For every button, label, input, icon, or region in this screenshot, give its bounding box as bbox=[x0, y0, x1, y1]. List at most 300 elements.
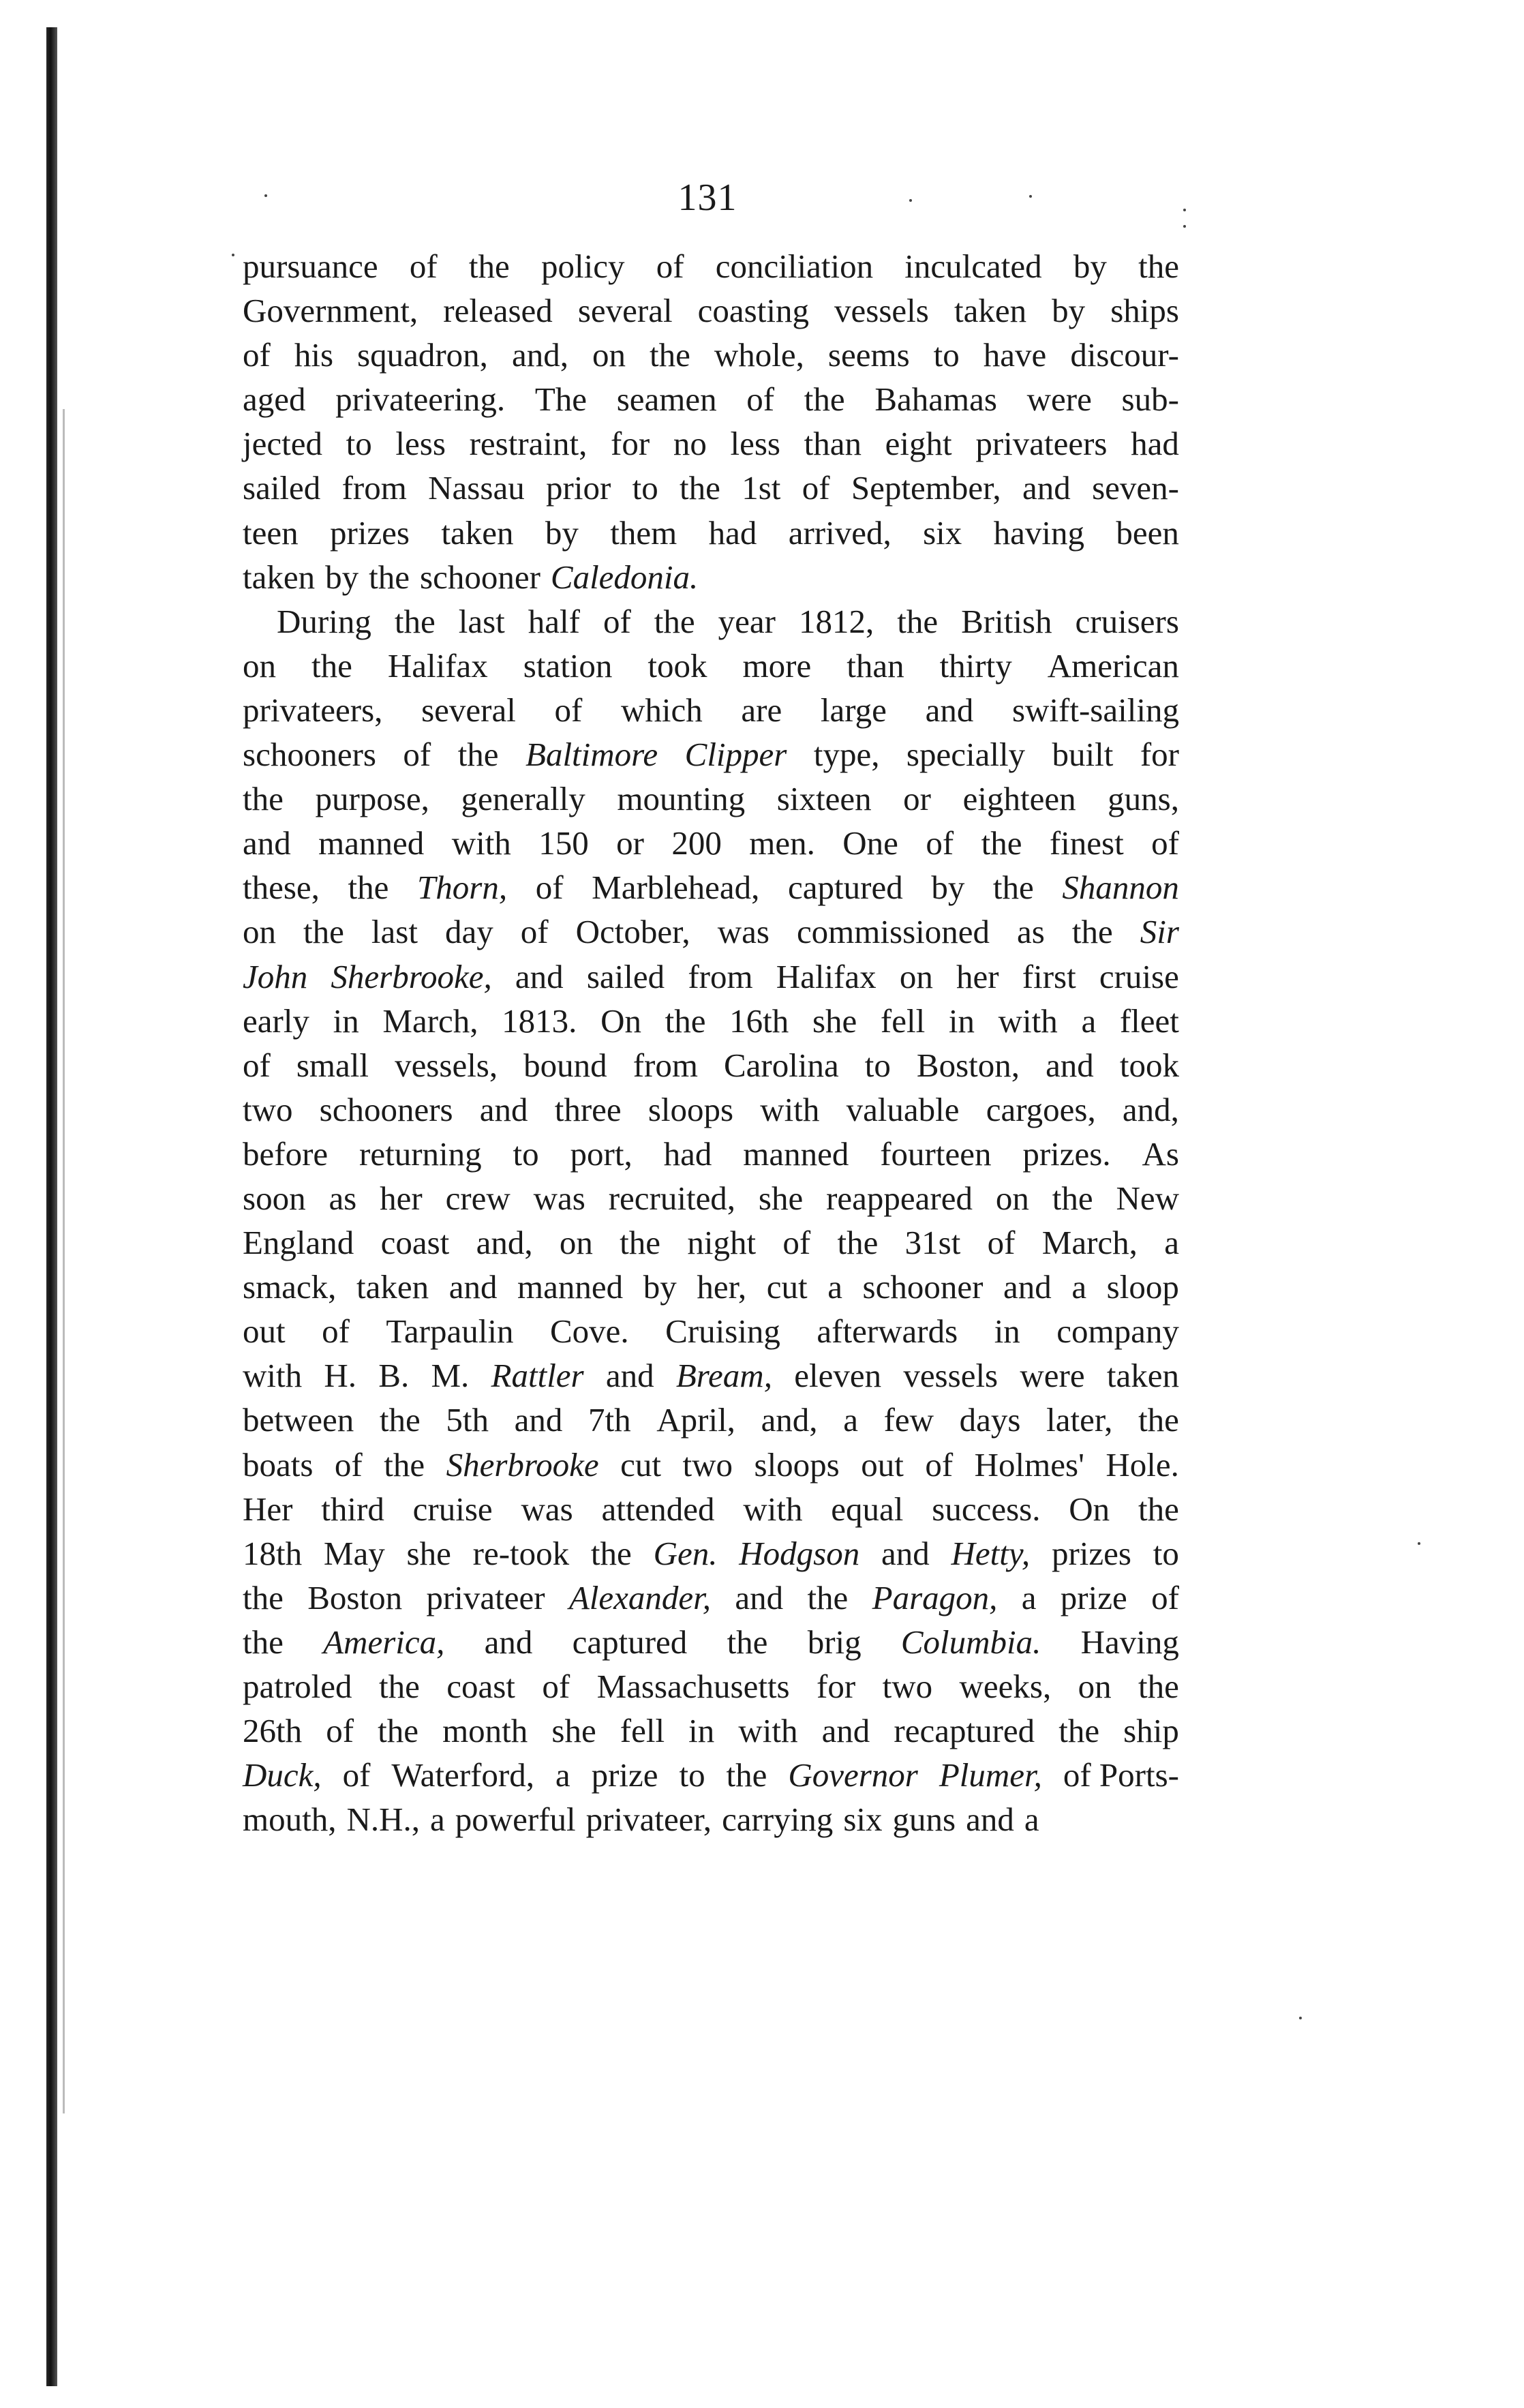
word: Carolina bbox=[723, 1046, 839, 1084]
word: vessels bbox=[903, 1357, 999, 1395]
word: Marblehead, bbox=[592, 869, 760, 907]
word: specially bbox=[906, 736, 1026, 774]
word: sloops bbox=[647, 1090, 734, 1128]
word: six bbox=[923, 513, 962, 552]
word: later, bbox=[1046, 1401, 1113, 1439]
word: port, bbox=[570, 1134, 633, 1173]
word: taken bbox=[441, 513, 514, 552]
paragraph bbox=[243, 599, 1179, 1842]
word: a bbox=[827, 1268, 842, 1306]
word: of bbox=[926, 824, 954, 862]
text-line bbox=[243, 1176, 1179, 1220]
word: Massachusetts bbox=[596, 1668, 790, 1705]
word: Rattler bbox=[491, 1357, 584, 1395]
word: recruited, bbox=[608, 1179, 736, 1217]
word: thirty bbox=[939, 646, 1012, 684]
word: guns bbox=[892, 1801, 956, 1839]
word: she bbox=[406, 1534, 451, 1572]
word: Nassau bbox=[428, 469, 525, 507]
word: and, bbox=[1122, 1090, 1179, 1128]
word: before bbox=[243, 1134, 329, 1173]
word: prizes bbox=[1051, 1534, 1131, 1572]
word: seems bbox=[827, 336, 910, 374]
text-line bbox=[243, 1220, 1179, 1265]
word: 200 bbox=[671, 824, 722, 862]
word: H. bbox=[324, 1357, 357, 1395]
text-line bbox=[243, 1265, 1179, 1309]
word: on bbox=[592, 336, 626, 374]
word: are bbox=[741, 691, 782, 729]
word: British bbox=[961, 602, 1052, 640]
word: by bbox=[1052, 292, 1086, 330]
word: the bbox=[1071, 913, 1113, 951]
word: Hodgson bbox=[739, 1534, 860, 1572]
word: a bbox=[1024, 1801, 1039, 1839]
word: coasting bbox=[697, 292, 809, 330]
word: privateers, bbox=[243, 691, 383, 729]
word: she bbox=[551, 1712, 596, 1750]
word: sloop bbox=[1106, 1268, 1179, 1306]
word: Cove. bbox=[549, 1312, 629, 1351]
word: N.H., bbox=[346, 1801, 421, 1839]
text-line bbox=[243, 377, 1179, 421]
word: to bbox=[346, 425, 372, 463]
word: mouth, bbox=[243, 1801, 337, 1839]
word: to bbox=[1153, 1534, 1179, 1572]
word: by bbox=[931, 869, 965, 907]
word: vessels, bbox=[395, 1046, 498, 1084]
word: station bbox=[523, 646, 613, 684]
text-line bbox=[243, 1087, 1179, 1132]
word: Governor bbox=[788, 1756, 918, 1794]
word: seven- bbox=[1092, 469, 1179, 507]
text-line bbox=[243, 1353, 1179, 1398]
text-line bbox=[243, 1531, 1179, 1576]
word: cargoes, bbox=[986, 1090, 1096, 1128]
word: As bbox=[1142, 1134, 1179, 1173]
word: teen bbox=[243, 513, 299, 552]
word: a bbox=[1021, 1578, 1037, 1616]
word: ships bbox=[1110, 292, 1179, 330]
word: as bbox=[329, 1179, 357, 1217]
word: and bbox=[1046, 1046, 1094, 1084]
word: several bbox=[421, 691, 516, 729]
text-line bbox=[243, 777, 1179, 821]
word: with bbox=[738, 1712, 798, 1750]
word: fleet bbox=[1119, 1002, 1179, 1040]
word: Caledonia. bbox=[550, 558, 699, 596]
word: eleven bbox=[794, 1357, 882, 1395]
word: prizes bbox=[330, 513, 410, 552]
word: 1813. bbox=[502, 1002, 577, 1040]
word: was bbox=[521, 1490, 573, 1528]
word: the bbox=[992, 869, 1034, 907]
word: cruisers bbox=[1075, 602, 1179, 640]
word: powerful bbox=[455, 1801, 576, 1839]
word: October, bbox=[575, 913, 690, 951]
word: of bbox=[322, 1312, 350, 1351]
text-line bbox=[243, 1132, 1179, 1176]
word: on bbox=[559, 1224, 593, 1262]
word: of bbox=[782, 1224, 811, 1262]
word: privateers bbox=[975, 425, 1108, 463]
word: her bbox=[956, 957, 999, 995]
word: Plumer, bbox=[939, 1756, 1042, 1794]
word: privateering. bbox=[335, 380, 506, 419]
word: May bbox=[323, 1534, 385, 1572]
word: B. bbox=[378, 1357, 410, 1395]
word: April, bbox=[656, 1401, 735, 1439]
text-line bbox=[243, 644, 1179, 688]
word: and bbox=[881, 1534, 930, 1572]
word: equal bbox=[831, 1490, 904, 1528]
word: cut bbox=[766, 1268, 808, 1306]
word: reappeared bbox=[826, 1179, 973, 1217]
word: she bbox=[758, 1179, 804, 1217]
word: was bbox=[717, 913, 769, 951]
word: Alexander, bbox=[568, 1578, 712, 1616]
word: the bbox=[981, 824, 1022, 862]
word: and bbox=[605, 1357, 654, 1395]
word: of bbox=[746, 380, 775, 419]
word: finest bbox=[1049, 824, 1124, 862]
paragraph bbox=[243, 244, 1179, 599]
word: month bbox=[442, 1712, 528, 1750]
page-binding-shadow bbox=[63, 409, 65, 2113]
word: Hole. bbox=[1106, 1445, 1179, 1484]
word: less bbox=[395, 425, 446, 463]
word: Hetty, bbox=[951, 1534, 1031, 1572]
word: a bbox=[843, 1401, 858, 1439]
word: for bbox=[1140, 736, 1179, 774]
word: of bbox=[1151, 824, 1179, 862]
word: few bbox=[883, 1401, 934, 1439]
word: Boston, bbox=[916, 1046, 1020, 1084]
word: Columbia. bbox=[900, 1623, 1041, 1661]
word: the bbox=[804, 380, 845, 419]
word: the bbox=[590, 1534, 632, 1572]
text-line bbox=[243, 555, 1179, 599]
word: of bbox=[542, 1668, 570, 1705]
word: as bbox=[1017, 913, 1045, 951]
word: her bbox=[380, 1179, 423, 1217]
word: Paragon, bbox=[872, 1578, 998, 1616]
word: company bbox=[1056, 1312, 1179, 1351]
word: 31st bbox=[904, 1224, 961, 1262]
word: took bbox=[1119, 1046, 1179, 1084]
word: of bbox=[987, 1224, 1016, 1262]
word: by bbox=[325, 558, 359, 596]
word: soon bbox=[243, 1179, 306, 1217]
text-line bbox=[243, 1309, 1179, 1353]
word: with bbox=[451, 824, 511, 862]
word: the bbox=[1052, 1179, 1093, 1217]
word: of bbox=[243, 336, 271, 374]
text-line bbox=[243, 688, 1179, 732]
word: the bbox=[348, 869, 389, 907]
word: smack, bbox=[243, 1268, 337, 1306]
word: success. bbox=[932, 1490, 1041, 1528]
word: were bbox=[1026, 380, 1092, 419]
word: the bbox=[384, 1445, 425, 1484]
word: the bbox=[1058, 1712, 1100, 1750]
word: patroled bbox=[243, 1668, 352, 1705]
word: between bbox=[243, 1401, 354, 1439]
word: Baltimore bbox=[525, 736, 658, 774]
word: a bbox=[1164, 1224, 1179, 1262]
word: last bbox=[371, 913, 418, 951]
word: for bbox=[817, 1668, 856, 1705]
word: out bbox=[243, 1312, 286, 1351]
word: the bbox=[897, 602, 939, 640]
word: September, bbox=[851, 469, 1001, 507]
word: Sherbrooke, bbox=[331, 957, 492, 995]
word: Having bbox=[1080, 1623, 1179, 1661]
word: on bbox=[995, 1179, 1029, 1217]
word: vessels bbox=[834, 292, 929, 330]
word: the bbox=[837, 1224, 879, 1262]
word: and, bbox=[476, 1224, 533, 1262]
word: 18th bbox=[243, 1534, 303, 1572]
word: returning bbox=[359, 1134, 482, 1173]
word: by bbox=[545, 513, 579, 552]
word: and bbox=[925, 691, 974, 729]
word: captured bbox=[788, 869, 903, 907]
word: and bbox=[1003, 1268, 1052, 1306]
word: Tarpaulin bbox=[386, 1312, 514, 1351]
word: three bbox=[554, 1090, 622, 1128]
word: America, bbox=[323, 1623, 445, 1661]
word: the bbox=[243, 1578, 284, 1616]
text-line bbox=[243, 1576, 1179, 1620]
word: fell bbox=[620, 1712, 665, 1750]
word: During bbox=[277, 602, 371, 640]
word: schooner bbox=[862, 1268, 984, 1306]
word: a bbox=[555, 1756, 570, 1794]
word: the bbox=[468, 247, 510, 285]
word: fourteen bbox=[880, 1134, 992, 1173]
word: released bbox=[443, 292, 553, 330]
word: was bbox=[533, 1179, 585, 1217]
word: on bbox=[243, 646, 276, 684]
word: with bbox=[760, 1090, 820, 1128]
word: One bbox=[842, 824, 898, 862]
word: first bbox=[1022, 957, 1076, 995]
word: a bbox=[1071, 1268, 1087, 1306]
word: weeks, bbox=[959, 1668, 1052, 1705]
word: of bbox=[1151, 1578, 1179, 1616]
word: Holmes' bbox=[974, 1445, 1084, 1484]
word: Government, bbox=[243, 292, 418, 330]
word: Sir bbox=[1140, 913, 1179, 951]
word: March, bbox=[1041, 1224, 1138, 1262]
word: Boston bbox=[307, 1578, 403, 1616]
word: and bbox=[479, 1090, 528, 1128]
word: the bbox=[649, 336, 690, 374]
text-line bbox=[243, 1487, 1179, 1531]
word: were bbox=[1020, 1357, 1085, 1395]
word: and bbox=[484, 1623, 533, 1661]
word: whole, bbox=[714, 336, 804, 374]
word: and bbox=[821, 1712, 870, 1750]
word: inculcated bbox=[904, 247, 1042, 285]
word: 26th bbox=[243, 1712, 303, 1750]
word: M. bbox=[431, 1357, 470, 1395]
word: sailed bbox=[243, 469, 321, 507]
text-line bbox=[243, 1753, 1179, 1797]
text-line bbox=[243, 333, 1179, 377]
word: two bbox=[882, 1668, 933, 1705]
word: and bbox=[243, 824, 291, 862]
word: The bbox=[534, 380, 588, 419]
word: of bbox=[603, 602, 631, 640]
word: a bbox=[430, 1801, 445, 1839]
word: by bbox=[643, 1268, 677, 1306]
word: with bbox=[998, 1002, 1058, 1040]
word: to bbox=[632, 469, 658, 507]
word: have bbox=[983, 336, 1047, 374]
word: these, bbox=[243, 869, 320, 907]
word: of bbox=[243, 1046, 271, 1084]
text-line bbox=[243, 1797, 1179, 1841]
word: for bbox=[611, 425, 650, 463]
word: Her bbox=[243, 1490, 293, 1528]
text-line bbox=[243, 421, 1179, 466]
word: March, bbox=[382, 1002, 478, 1040]
word: men. bbox=[749, 824, 815, 862]
text-line bbox=[243, 1443, 1179, 1487]
word: Halifax bbox=[776, 957, 877, 995]
word: them bbox=[610, 513, 677, 552]
word: Bream, bbox=[675, 1357, 772, 1395]
word: Cruising bbox=[665, 1312, 780, 1351]
word: privateer bbox=[426, 1578, 545, 1616]
text-line bbox=[243, 1709, 1179, 1753]
word: two bbox=[682, 1445, 733, 1484]
page-binding-edge bbox=[46, 27, 57, 2386]
word: than bbox=[804, 425, 862, 463]
word: to bbox=[679, 1756, 705, 1794]
word: two bbox=[243, 1090, 293, 1128]
word: prize bbox=[1060, 1578, 1127, 1616]
word: re-took bbox=[472, 1534, 570, 1572]
word: Clipper bbox=[684, 736, 787, 774]
word: the bbox=[727, 1623, 768, 1661]
word: 1812, bbox=[798, 602, 874, 640]
word: On bbox=[600, 1002, 641, 1040]
word: the bbox=[379, 1401, 421, 1439]
word: the bbox=[378, 1668, 420, 1705]
word: night bbox=[687, 1224, 757, 1262]
word: generally bbox=[461, 780, 585, 818]
word: her, bbox=[697, 1268, 747, 1306]
word: bound bbox=[523, 1046, 607, 1084]
word: Gen. bbox=[653, 1534, 718, 1572]
word: sub- bbox=[1121, 380, 1179, 419]
word: arrived, bbox=[788, 513, 891, 552]
word: to bbox=[864, 1046, 891, 1084]
text-line bbox=[243, 244, 1179, 288]
word: no bbox=[673, 425, 707, 463]
word: manned bbox=[517, 1268, 624, 1306]
word: fell bbox=[880, 1002, 926, 1040]
body-text bbox=[243, 244, 1179, 1841]
word: purpose, bbox=[315, 780, 429, 818]
word: ship bbox=[1123, 1712, 1179, 1750]
word: the bbox=[311, 646, 352, 684]
word: of bbox=[554, 691, 583, 729]
word: taken bbox=[243, 558, 316, 596]
word: the bbox=[378, 1712, 418, 1750]
word: on bbox=[899, 957, 933, 995]
word: day bbox=[444, 913, 493, 951]
word: Duck, bbox=[243, 1756, 322, 1794]
word: 5th bbox=[446, 1401, 489, 1439]
word: she bbox=[812, 1002, 857, 1040]
print-speck bbox=[1299, 2017, 1302, 2019]
word: schooners bbox=[319, 1090, 453, 1128]
word: half bbox=[528, 602, 580, 640]
print-speck bbox=[232, 254, 234, 256]
word: and, bbox=[761, 1401, 818, 1439]
text-line bbox=[243, 288, 1179, 333]
word: 7th bbox=[588, 1401, 631, 1439]
word: the bbox=[665, 1002, 706, 1040]
word: coast bbox=[446, 1668, 515, 1705]
word: taken bbox=[1106, 1357, 1179, 1395]
word: the bbox=[1138, 247, 1179, 285]
word: and, bbox=[511, 336, 568, 374]
word: or bbox=[903, 780, 931, 818]
word: cruise bbox=[1099, 957, 1179, 995]
word: had bbox=[1131, 425, 1179, 463]
word: and bbox=[515, 957, 564, 995]
word: from bbox=[688, 957, 753, 995]
word: than bbox=[847, 646, 904, 684]
word: in bbox=[688, 1712, 715, 1750]
text-line bbox=[243, 865, 1179, 909]
word: carrying bbox=[722, 1801, 834, 1839]
word: large bbox=[820, 691, 887, 729]
word: more bbox=[742, 646, 812, 684]
word: eighteen bbox=[962, 780, 1076, 818]
word: six bbox=[843, 1801, 883, 1839]
word: of Ports- bbox=[1063, 1756, 1179, 1794]
word: prizes. bbox=[1022, 1134, 1111, 1173]
word: valuable bbox=[846, 1090, 960, 1128]
word: and bbox=[448, 1268, 498, 1306]
word: the bbox=[394, 602, 436, 640]
word: and bbox=[1022, 469, 1071, 507]
word: of bbox=[656, 247, 684, 285]
word: seamen bbox=[616, 380, 717, 419]
word: the bbox=[303, 913, 344, 951]
word: of bbox=[925, 1445, 954, 1484]
word: of bbox=[535, 869, 564, 907]
word: Waterford, bbox=[391, 1756, 534, 1794]
word: last bbox=[458, 602, 505, 640]
text-line bbox=[243, 599, 1179, 644]
word: sailed bbox=[586, 957, 665, 995]
word: the bbox=[369, 558, 410, 596]
word: captured bbox=[572, 1623, 688, 1661]
word: jected bbox=[243, 425, 322, 463]
word: crew bbox=[445, 1179, 510, 1217]
word: had bbox=[708, 513, 757, 552]
word: attended bbox=[601, 1490, 715, 1528]
word: took bbox=[647, 646, 707, 684]
word: to bbox=[513, 1134, 539, 1173]
